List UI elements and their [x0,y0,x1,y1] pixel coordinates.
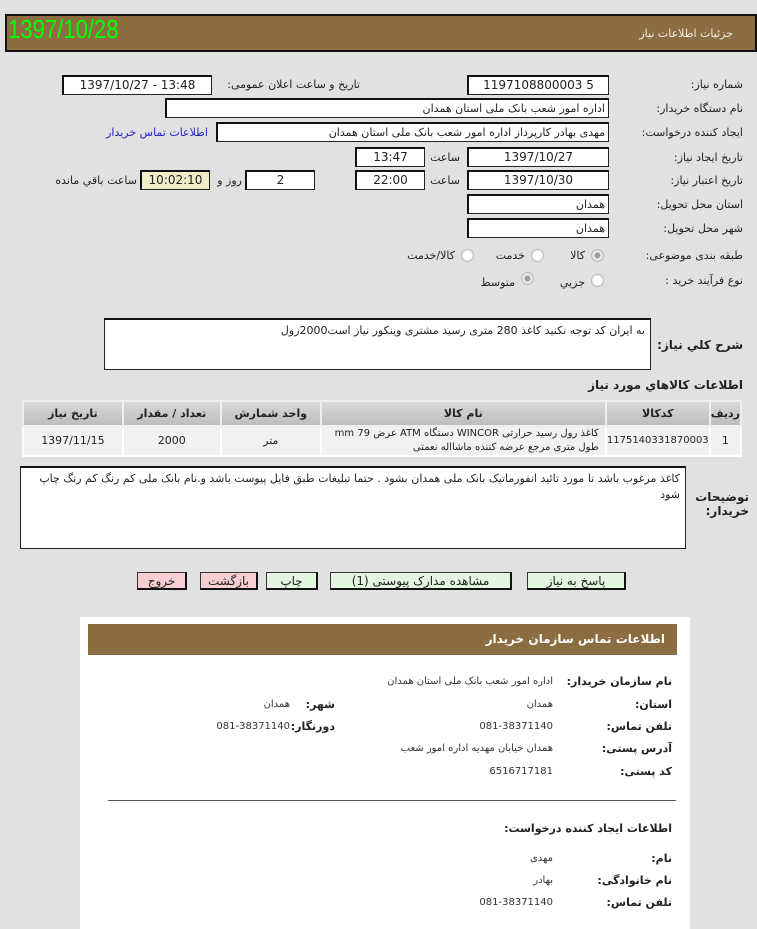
back-button[interactable]: بازگشت [200,572,258,590]
postal-label: کد پستی: [620,765,672,778]
items-section-title: اطلاعات کالاهاي مورد نياز [588,378,743,392]
category-both-label: کالا/خدمت [407,249,455,262]
city-field[interactable]: همدان [467,218,609,238]
table-header-row [23,401,741,426]
province-value: همدان [526,699,553,710]
created-date-label: تاریخ ایجاد نیاز: [673,151,743,164]
col-date: تاريخ نياز [23,401,123,426]
process-medium-radio[interactable] [521,272,534,285]
family-label: نام خانوادگی: [597,874,672,887]
col-name: نام کالا [321,401,606,426]
remaining-label: ساعت باقي مانده [55,174,137,187]
creator-title: اطلاعات ایجاد کننده درخواست: [504,822,672,835]
valid-date-field[interactable]: 1397/10/30 [467,170,609,190]
family-value: بهادر [533,875,553,886]
address-value: همدان خیابان مهدیه اداره امور شعب [400,743,553,754]
contact-panel-title: اطلاعات تماس سازمان خریدار [88,624,677,655]
city-label: شهر محل تحویل: [663,222,743,235]
col-code: کدکالا [606,401,710,426]
requester-label: ایجاد کننده درخواست: [641,126,743,139]
need-number-label: شماره نیاز: [690,78,743,91]
cell-unit: متر [221,426,321,456]
col-qty: تعداد / مقدار [123,401,221,426]
requester-field[interactable]: مهدی بهادر کارپرداز اداره امور شعب بانک ملی استان همدان [216,122,609,142]
items-table [22,400,742,457]
category-service-label: خدمت [495,249,525,262]
description-textarea[interactable]: به ایران کد توجه نکنید کاغذ 280 متری رسید مشتری وینکور نیاز است2000رول [104,318,651,370]
cell-code: 1175140331870003 [606,426,710,456]
description-label: شرح کلي نياز: [657,338,743,352]
category-both-radio[interactable] [461,249,474,262]
buyer-field[interactable]: اداره امور شعب بانک ملی استان همدان [165,98,609,118]
province-label: استان محل تحویل: [656,198,743,211]
col-unit: واحد شمارش [221,401,321,426]
exit-button[interactable]: خروج [137,572,187,590]
category-label: طبقه بندی موضوعی: [645,249,743,262]
col-row: رديف [710,401,741,426]
process-label: نوع فرآیند خرید : [665,274,743,287]
process-minor-radio[interactable] [591,274,604,287]
phone-label: تلفن تماس: [606,720,672,733]
page-title: جزئیات اطلاعات نیاز [639,27,733,40]
days-field[interactable]: 2 [245,170,315,190]
days-label: روز و [217,174,242,187]
category-goods-label: کالا [570,249,585,262]
creator-phone-value: 081-38371140 [479,897,553,908]
category-goods-radio[interactable] [591,249,604,262]
remaining-time-field[interactable]: 10:02:10 [140,170,210,190]
cell-name: کاغذ رول رسید حرارتی WINCOR دستگاه ATM عرض 79 mm طول متری مرجع عرضه کننده ماشااله نعمتی [321,426,606,456]
valid-time-field[interactable]: 22:00 [355,170,425,190]
postal-value: 6516717181 [489,766,553,777]
notes-label: توضيحات خريدار: [695,490,749,518]
cell-date: 1397/11/15 [23,426,123,456]
buyer-label: نام دستگاه خریدار: [656,102,743,115]
need-number-field[interactable]: 1197108800003 5 [467,75,609,95]
fax-value: 081-38371140 [216,721,290,732]
name-value: مهدی [529,853,553,864]
view-attachments-button[interactable]: مشاهده مدارک پیوستی (1) [330,572,512,590]
valid-date-label: تاریخ اعتبار نیاز: [670,174,743,187]
valid-time-label: ساعت [430,174,460,187]
phone-value: 081-38371140 [479,721,553,732]
fax-label: دورنگار: [290,720,335,733]
current-date: 1397/10/28 [8,14,119,44]
org-label: نام سازمان خریدار: [566,675,672,688]
announce-label: تاریخ و ساعت اعلان عمومی: [227,78,360,91]
announce-field[interactable]: 1397/10/27 - 13:48 [62,75,212,95]
process-medium-label: متوسط [480,276,515,289]
print-button[interactable]: چاپ [266,572,318,590]
created-time-label: ساعت [430,151,460,164]
city-label: شهر: [305,698,335,711]
cell-qty: 2000 [123,426,221,456]
table-row [23,426,741,456]
cell-row: 1 [710,426,741,456]
creator-phone-label: تلفن تماس: [606,896,672,909]
org-value: اداره امور شعب بانک ملی استان همدان [387,676,553,687]
name-label: نام: [651,852,672,865]
city-value: همدان [263,699,290,710]
created-date-field[interactable]: 1397/10/27 [467,147,609,167]
province-field[interactable]: همدان [467,194,609,214]
created-time-field[interactable]: 13:47 [355,147,425,167]
reply-button[interactable]: پاسخ به نیاز [527,572,626,590]
province-label: استان: [635,698,672,711]
notes-textarea[interactable]: کاغذ مرغوب باشد تا مورد تائید انفورماتیک بانک ملی همدان بشود . حتما تبلیغات طبق فایل پیوست باشد و.نام بانک ملی کم رنگ کم رنگ چاپ شود [20,466,686,549]
buyer-contact-link[interactable]: اطلاعات تماس خریدار [106,126,208,139]
address-label: آدرس پستی: [601,742,672,755]
divider [108,800,676,801]
category-service-radio[interactable] [531,249,544,262]
process-minor-label: جزيي [559,276,585,289]
